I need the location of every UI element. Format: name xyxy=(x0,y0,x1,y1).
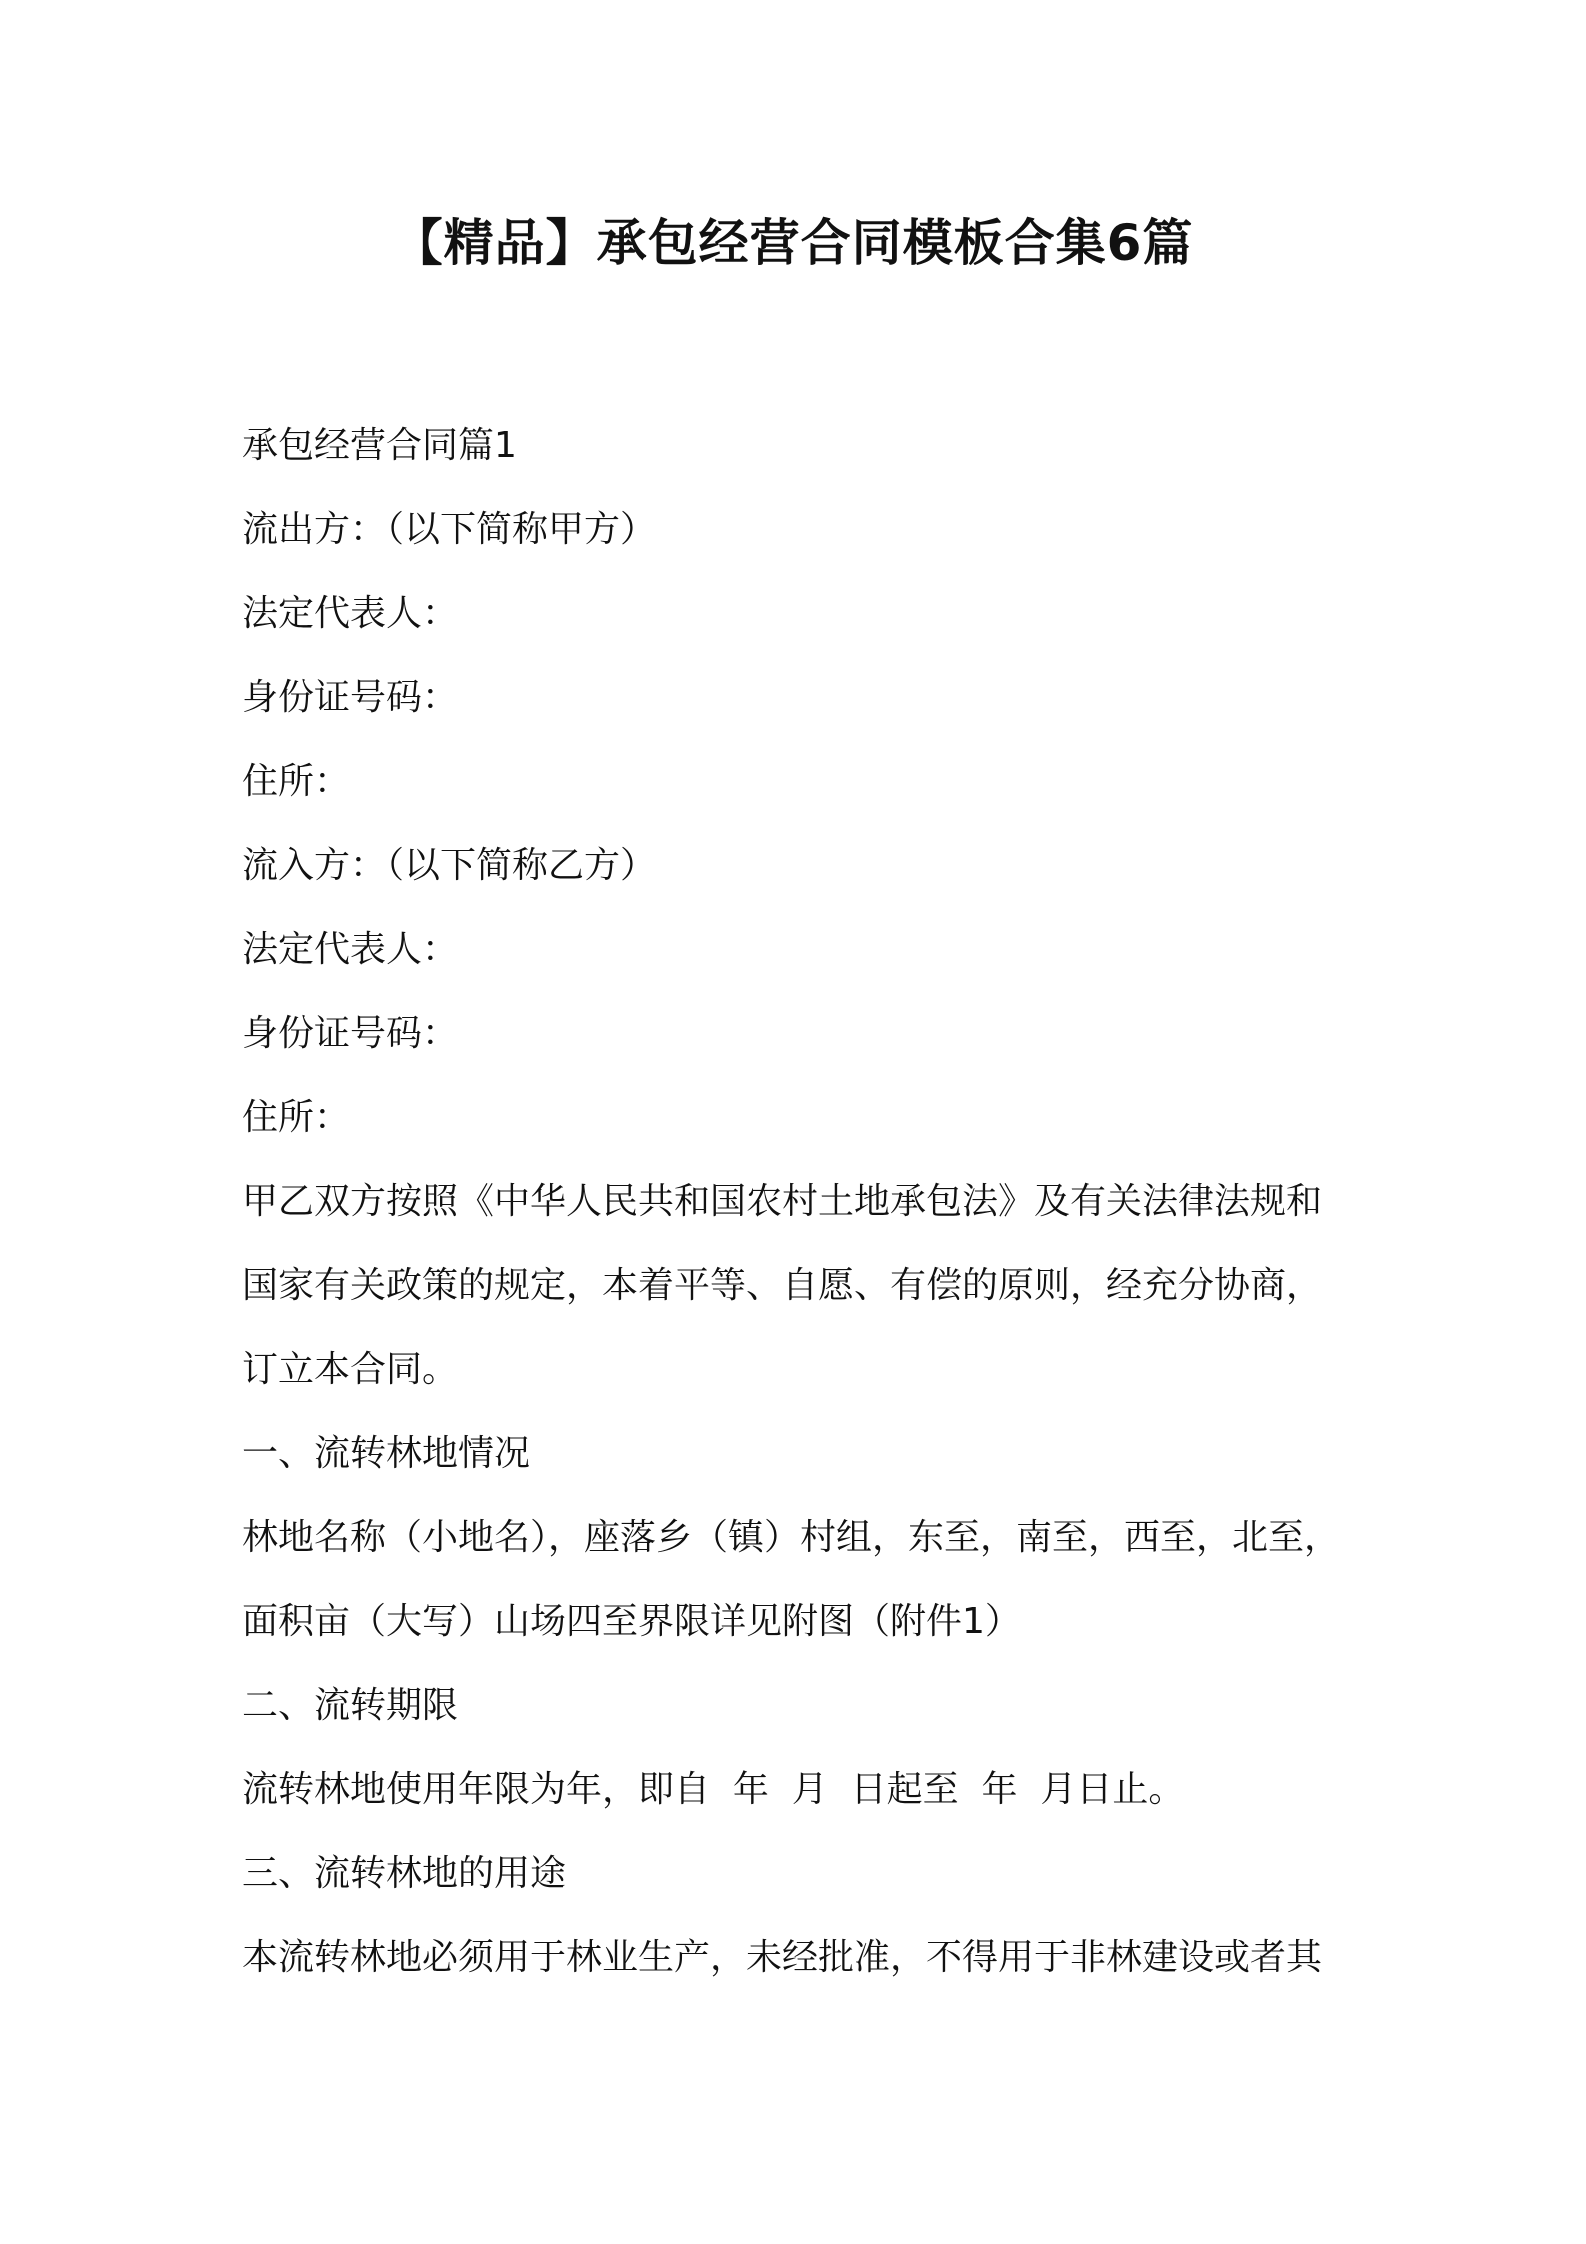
preamble-line-2: 国家有关政策的规定，本着平等、自愿、有偿的原则，经充分协商， xyxy=(242,1265,1323,1306)
clause-3-text: 本流转林地必须用于林业生产，未经批准，不得用于非林建设或者其 xyxy=(242,1937,1323,1978)
preamble-line-1: 甲乙双方按照《中华人民共和国农村土地承包法》及有关法律法规和 xyxy=(242,1181,1323,1222)
party-b-address: 住所： xyxy=(242,1097,351,1138)
party-b-line: 流入方：（以下简称乙方） xyxy=(242,845,657,886)
clause-1-text-1: 林地名称（小地名），座落乡（镇）村组，东至，南至，西至，北至， xyxy=(242,1517,1341,1558)
preamble-line-3: 订立本合同。 xyxy=(242,1349,459,1390)
clause-1-text-2: 面积亩（大写）山场四至界限详见附图（附件1） xyxy=(242,1601,1021,1642)
clause-2-text: 流转林地使用年限为年，即自 年 月 日起至 年 月日止。 xyxy=(242,1769,1185,1810)
party-a-representative: 法定代表人： xyxy=(242,593,459,634)
document-body xyxy=(242,404,1362,2000)
party-a-line: 流出方：（以下简称甲方） xyxy=(242,509,657,550)
clause-2-heading: 二、流转期限 xyxy=(242,1685,459,1726)
clause-3-heading: 三、流转林地的用途 xyxy=(242,1853,567,1894)
party-a-address: 住所： xyxy=(242,761,351,802)
party-b-id-number: 身份证号码： xyxy=(242,1013,459,1054)
clause-1-heading: 一、流转林地情况 xyxy=(242,1433,531,1474)
section-heading-contract-1: 承包经营合同篇1 xyxy=(242,425,517,466)
document-title: 【精品】承包经营合同模板合集6篇 xyxy=(392,214,1194,272)
party-b-representative: 法定代表人： xyxy=(242,929,459,970)
party-a-id-number: 身份证号码： xyxy=(242,677,459,718)
